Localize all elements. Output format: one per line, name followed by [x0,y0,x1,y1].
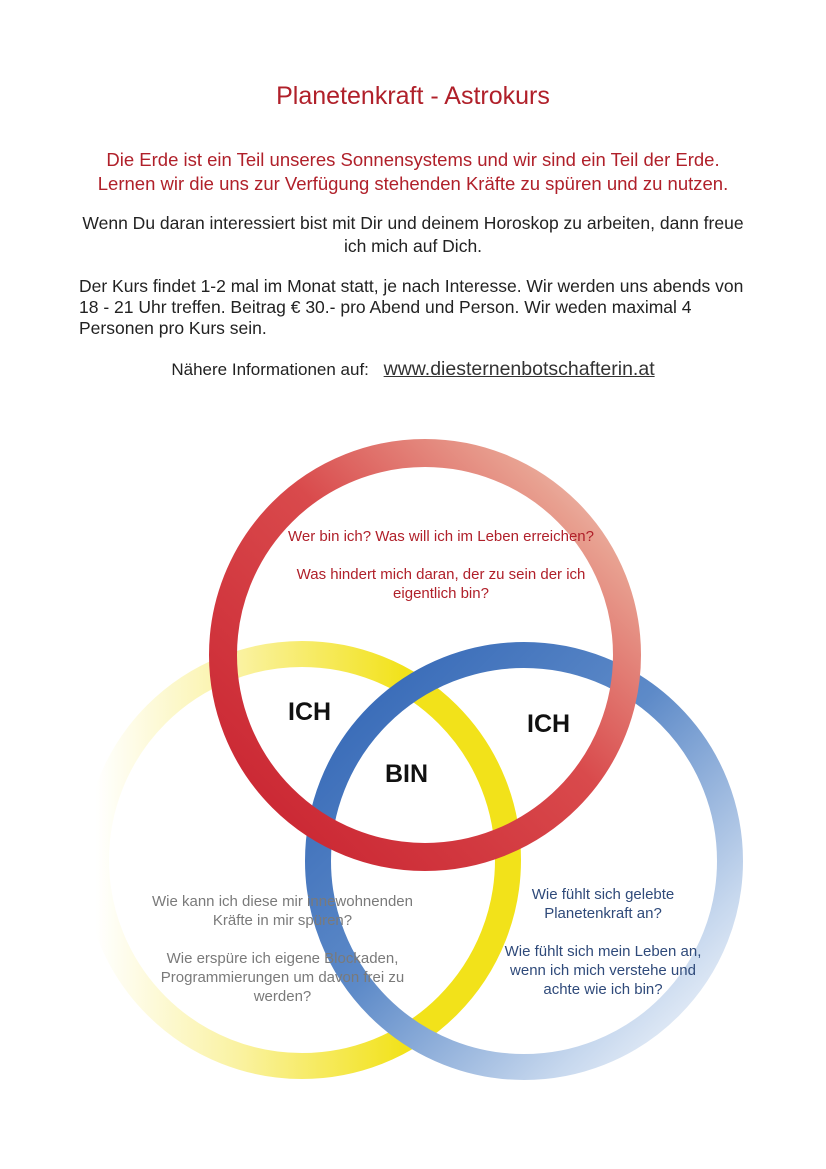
more-info-label: Nähere Informationen auf: [171,360,369,379]
yellow-question-2: Wie erspüre ich eigene Blockaden, Programmierungen um davon frei zu werden? [160,950,405,1005]
yellow-circle-questions [140,892,425,1006]
label-bin: BIN [385,760,429,788]
blue-question-1: Wie fühlt sich gelebte Planetenkraft an? [531,886,675,922]
blue-circle-questions [498,885,708,999]
invite-text: Wenn Du daran interessiert bist mit Dir und deinem Horoskop zu arbeiten, dann freue ich mich auf Dich. [82,213,744,256]
intro-line-1: Die Erde ist ein Teil unseres Sonnensystems und wir sind ein Teil der Erde. [106,149,720,170]
label-ich-left: ICH [288,698,332,726]
red-question-1: Wer bin ich? Was will ich im Leben erreichen? [288,528,594,545]
red-question-2: Was hindert mich daran, der zu sein der ich eigentlich bin? [296,566,586,602]
blue-question-2: Wie fühlt sich mein Leben an, wenn ich mich verstehe und achte wie ich bin? [504,943,702,998]
intro-line-2: Lernen wir die uns zur Verfügung stehenden Kräfte zu spüren und zu nutzen. [97,173,729,194]
yellow-question-1: Wie kann ich diese mir innewohnenden Kräfte in mir spüren? [152,893,413,929]
page-title: Planetenkraft - Astrokurs [276,82,550,110]
label-ich-right: ICH [527,710,571,738]
red-circle-questions [271,527,611,603]
website-link[interactable]: www.diesternenbotschafterin.at [383,358,655,380]
course-details-text: Der Kurs findet 1-2 mal im Monat statt, je nach Interesse. Wir werden uns abends von 18 - 21 Uhr treffen. Beitrag € 30.- pro Abend und Person. Wir weden maximal 4 Personen pro Kurs sein. [79,276,744,338]
